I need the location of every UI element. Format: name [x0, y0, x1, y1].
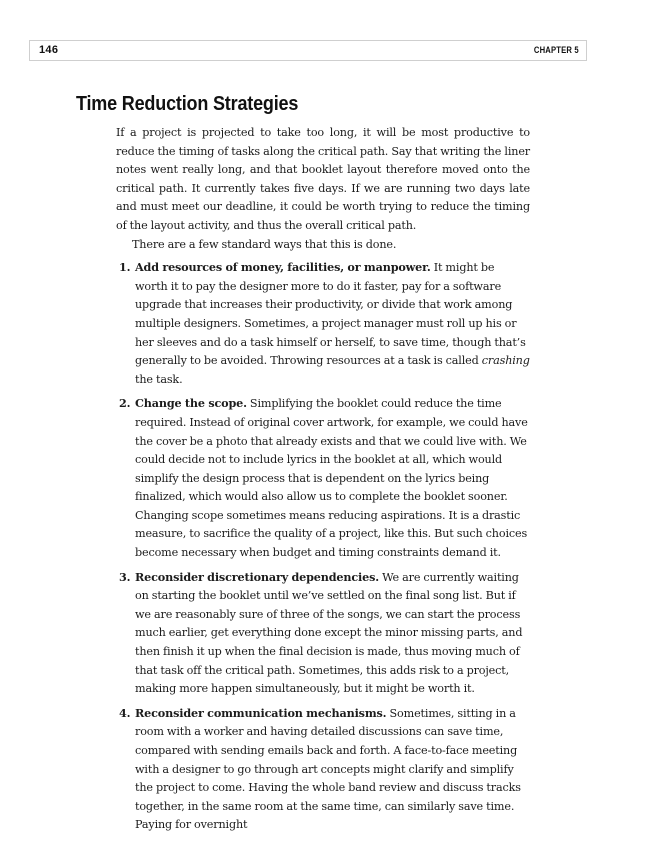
item-text: We are currently waiting on starting the booklet until we’ve settled on the final song list. But if we are reasonably sure of three of the songs, we can start the process much earlier, get everything done except the minor missing parts, and then finish it up when the final decision is made, thus moving much of that task off the critical path. Sometimes, this adds risk to a project, making more happen simultaneously, but it might be worth it.: [135, 570, 523, 696]
chapter-label: CHAPTER 5: [534, 45, 579, 55]
lead-in-paragraph: There are a few standard ways that this is done.: [132, 237, 397, 251]
strategy-item: [116, 394, 530, 562]
page-number: 146: [39, 44, 59, 56]
item-heading: Reconsider discretionary dependencies.: [135, 569, 380, 584]
strategy-item: [116, 568, 530, 699]
strategy-item: [116, 258, 530, 389]
item-number: 2.: [119, 396, 131, 411]
item-text: It might be worth it to pay the designer more to do it faster, pay for a software upgrade that increases their productivity, or divide that work among multiple designers. Sometimes, a project manager must roll up his or her sleeves and do a task himself or herself, to save time, though that’s generally to be avoided. Throwing resources at a task is called: [135, 261, 526, 368]
item-heading: Change the scope.: [135, 396, 247, 411]
item-text: Sometimes, sitting in a room with a worker and having detailed discussions can save time, compared with sending emails back and forth. A face-to-face meeting with a designer to go through art concepts might clarify and simplify the project to come. Having the whole band review and discuss tracks together, in the same room at the same time, can similarly save time. Paying for overnight: [135, 706, 521, 832]
item-number: 3.: [119, 569, 131, 584]
item-heading: Reconsider communication mechanisms.: [135, 705, 387, 720]
section-title: Time Reduction Strategies: [76, 93, 299, 115]
item-italic-term: crashing: [481, 354, 530, 368]
intro-paragraph: If a project is projected to take too long, it will be most productive to reduce the timing of tasks along the critical path. Say that writing the liner notes went really long, and that booklet layout therefore moved onto the critical path. It currently takes five days. If we are running two days late and must meet our deadline, it could be worth trying to reduce the timing of the layout activity, and thus the overall critical path.: [116, 126, 530, 232]
item-text: Simplifying the booklet could reduce the time required. Instead of original cover artwork, for example, we could have the cover be a photo that already exists and that we could live with. We could decide not to include lyrics in the booklet at all, which would simplify the design process that is dependent on the lyrics being finalized, which would also allow us to complete the booklet sooner. Changing scope sometimes means reducing aspirations. It is a drastic measure, to sacrifice the quality of a project, like this. But such choices become necessary when budget and timing constraints demand it.: [135, 397, 528, 560]
strategy-list: [116, 258, 530, 835]
item-heading: Add resources of money, facilities, or manpower.: [135, 260, 431, 275]
running-head: [29, 40, 587, 61]
strategy-item: [116, 704, 530, 835]
item-number: 4.: [119, 705, 131, 720]
item-text-end: the task.: [135, 372, 183, 386]
body-text: [116, 124, 530, 840]
item-number: 1.: [119, 260, 131, 275]
